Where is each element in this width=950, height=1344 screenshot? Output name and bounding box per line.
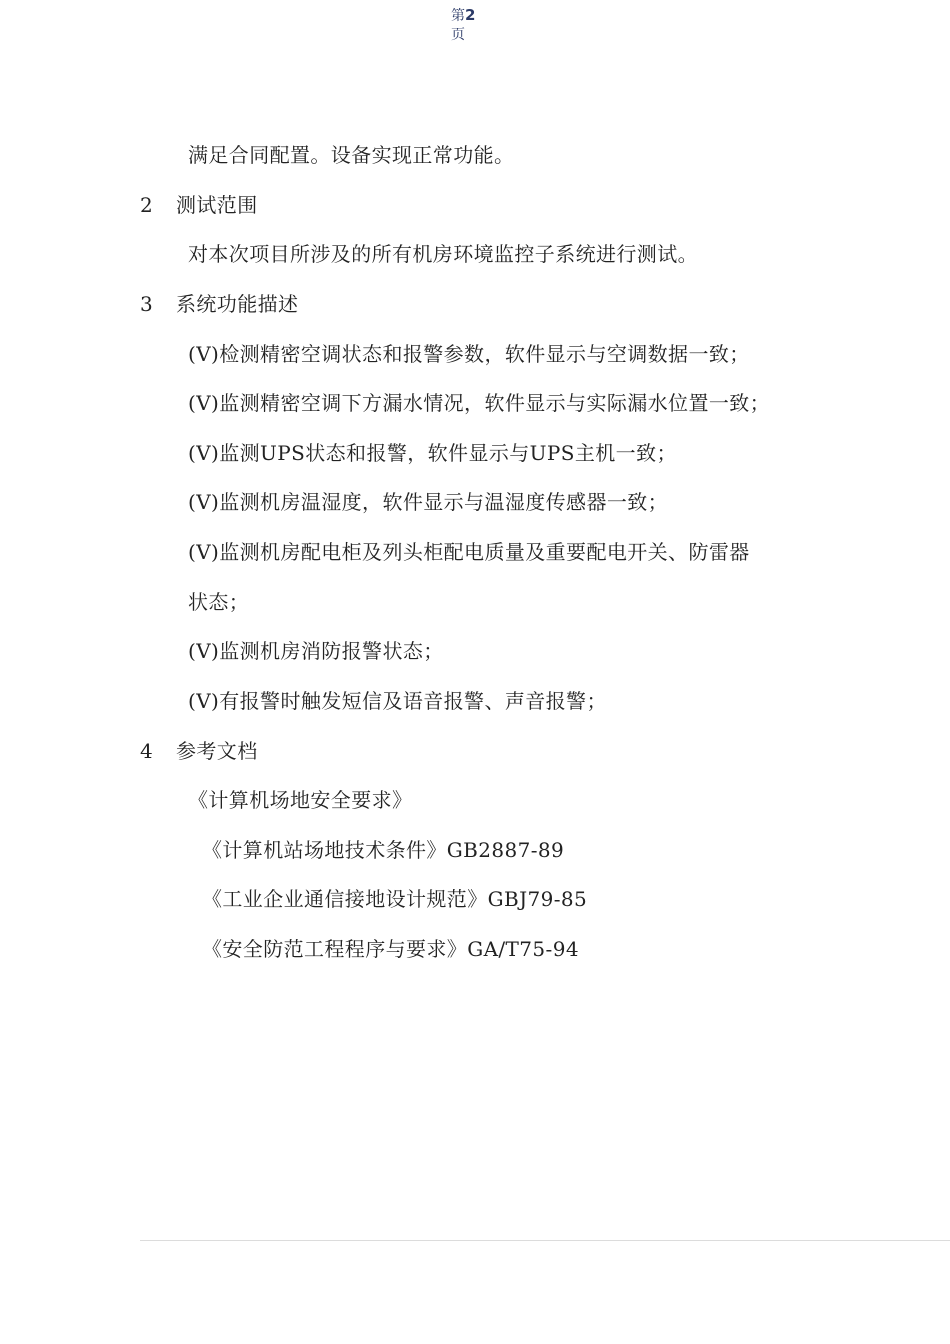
function-item: (V)检测精密空调状态和报警参数，软件显示与空调数据一致； xyxy=(188,342,750,366)
function-item: (V)监测机房配电柜及列头柜配电质量及重要配电开关、防雷器 xyxy=(188,540,750,564)
section-2-heading xyxy=(140,192,258,218)
page-number-header xyxy=(451,6,491,45)
section-4-number: 4 xyxy=(140,739,154,763)
function-item: (V)监测UPS状态和报警，软件显示与UPS主机一致； xyxy=(188,441,677,465)
page-suffix: 页 xyxy=(451,27,465,43)
page-prefix: 第 xyxy=(451,8,465,24)
section-2-body: 对本次项目所涉及的所有机房环境监控子系统进行测试。 xyxy=(188,242,698,266)
reference-item: 《计算机站场地技术条件》GB2887-89 xyxy=(202,838,565,862)
function-item: (V)监测机房温湿度，软件显示与温湿度传感器一致； xyxy=(188,490,669,514)
function-item-continuation: 状态； xyxy=(188,590,250,614)
reference-item: 《计算机场地安全要求》 xyxy=(188,788,413,812)
footer-divider xyxy=(140,1240,950,1241)
section-4-title: 参考文档 xyxy=(176,739,258,763)
section-3-title: 系统功能描述 xyxy=(176,292,299,316)
function-item: (V)监测精密空调下方漏水情况，软件显示与实际漏水位置一致； xyxy=(188,391,771,415)
intro-tail-text: 满足合同配置。设备实现正常功能。 xyxy=(188,143,515,167)
section-4-heading xyxy=(140,738,258,764)
section-3-heading xyxy=(140,291,298,317)
section-2-number: 2 xyxy=(140,193,154,217)
reference-item: 《安全防范工程程序与要求》GA/T75-94 xyxy=(202,937,579,961)
section-3-number: 3 xyxy=(140,292,154,316)
function-item: (V)有报警时触发短信及语音报警、声音报警； xyxy=(188,689,607,713)
reference-item: 《工业企业通信接地设计规范》GBJ79-85 xyxy=(202,887,588,911)
page-number: 2 xyxy=(465,6,476,24)
section-2-title: 测试范围 xyxy=(176,193,258,217)
function-item: (V)监测机房消防报警状态； xyxy=(188,639,444,663)
